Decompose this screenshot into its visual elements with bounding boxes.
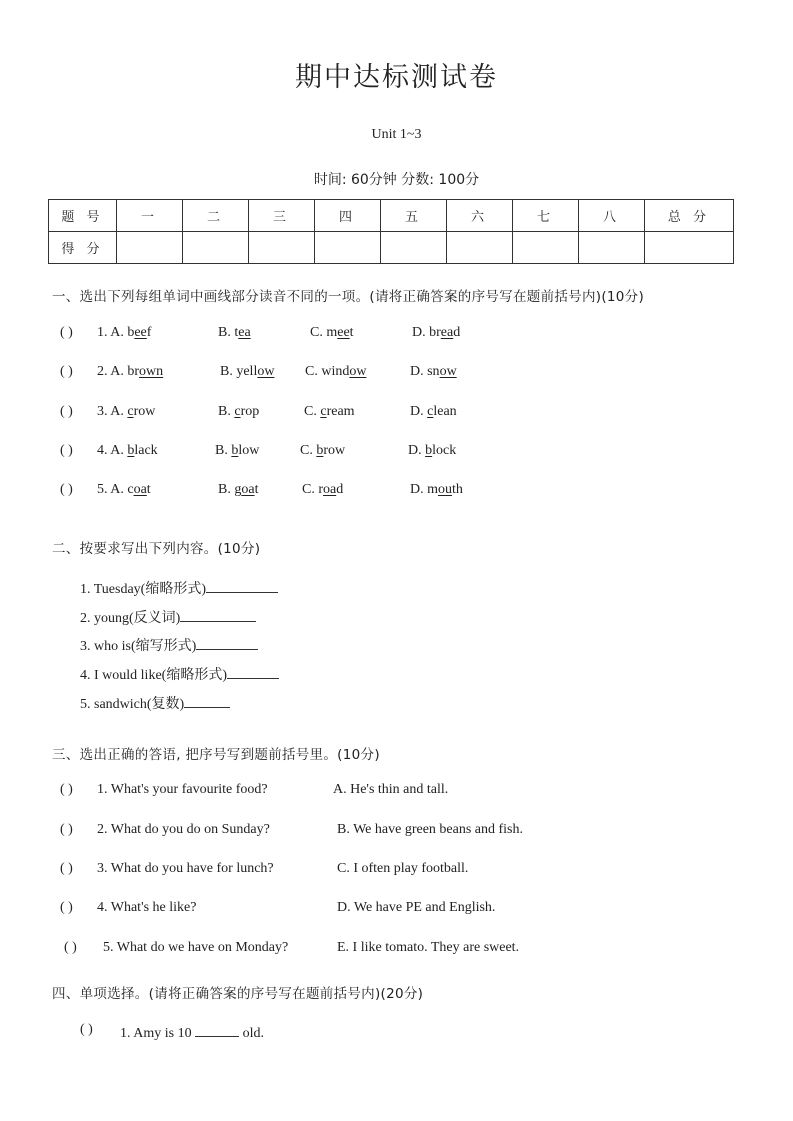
match-question-2: 2. What do you do on Sunday? — [97, 822, 270, 837]
score-col-2: 二 — [183, 200, 249, 232]
time-score-info: 时间: 60分钟 分数: 100分 — [313, 172, 480, 188]
fill-item-1: 1. Tuesday(缩略形式) — [80, 578, 278, 598]
score-col-1: 一 — [117, 200, 183, 232]
score-cell — [579, 232, 645, 264]
answer-paren: ( ) — [60, 482, 73, 497]
match-answer-e: E. I like tomato. They are sweet. — [337, 940, 520, 955]
option-b: B. tea — [218, 325, 251, 340]
section4-title: 四、单项选择。(请将正确答案的序号写在题前括号内)(20分) — [52, 986, 424, 1002]
match-question-1: 1. What's your favourite food? — [97, 782, 268, 797]
score-cell — [645, 232, 734, 264]
score-table — [48, 199, 734, 264]
option-b: B. yellow — [220, 364, 275, 379]
option-c: C. brow — [300, 443, 346, 458]
score-col-3: 三 — [249, 200, 315, 232]
question-number: 2. A. brown — [97, 364, 164, 379]
answer-blank[interactable] — [180, 607, 256, 622]
question-number: 1. A. beef — [97, 325, 152, 340]
answer-blank[interactable] — [184, 693, 230, 708]
answer-blank[interactable] — [195, 1022, 239, 1037]
match-answer-b: B. We have green beans and fish. — [337, 822, 523, 837]
score-cell — [183, 232, 249, 264]
option-c: C. road — [302, 482, 344, 497]
score-cell — [513, 232, 579, 264]
section2-title: 二、按要求写出下列内容。(10分) — [52, 541, 261, 557]
answer-blank[interactable] — [227, 664, 279, 679]
option-c: C. window — [305, 364, 367, 379]
option-d: D. bread — [412, 325, 461, 340]
section1-title: 一、选出下列每组单词中画线部分读音不同的一项。(请将正确答案的序号写在题前括号内)(10分) — [52, 289, 645, 305]
option-d: D. snow — [410, 364, 457, 379]
answer-paren: ( ) — [60, 822, 73, 837]
answer-paren: ( ) — [60, 861, 73, 876]
option-d: D. mouth — [410, 482, 463, 497]
fill-item-5: 5. sandwich(复数) — [80, 693, 230, 713]
answer-blank[interactable] — [196, 635, 258, 650]
option-d: D. block — [408, 443, 457, 458]
match-answer-c: C. I often play football. — [337, 861, 469, 876]
score-cell — [249, 232, 315, 264]
question-number: 4. A. black — [97, 443, 158, 458]
score-cell — [447, 232, 513, 264]
answer-paren: ( ) — [60, 364, 73, 379]
option-b: B. crop — [218, 404, 260, 419]
score-col-5: 五 — [381, 200, 447, 232]
answer-paren: ( ) — [60, 404, 73, 419]
answer-paren: ( ) — [60, 782, 73, 797]
match-question-4: 4. What's he like? — [97, 900, 197, 915]
match-answer-a: A. He's thin and tall. — [333, 782, 449, 797]
option-d: D. clean — [410, 404, 457, 419]
unit-subtitle: Unit 1~3 — [371, 127, 422, 142]
answer-paren: ( ) — [60, 325, 73, 340]
score-table-score-row — [49, 232, 734, 264]
choice-question-1: 1. Amy is 10 old. — [120, 1022, 264, 1042]
fill-item-4: 4. I would like(缩略形式) — [80, 664, 279, 684]
score-col-7: 七 — [513, 200, 579, 232]
question-number: 3. A. crow — [97, 404, 156, 419]
option-b: B. goat — [218, 482, 259, 497]
answer-blank[interactable] — [206, 578, 278, 593]
match-question-5: 5. What do we have on Monday? — [103, 940, 289, 955]
page-title: 期中达标测试卷 — [295, 62, 498, 93]
fill-item-2: 2. young(反义词) — [80, 607, 256, 627]
answer-paren: ( ) — [60, 443, 73, 458]
question-number: 5. A. coat — [97, 482, 151, 497]
answer-paren: ( ) — [80, 1022, 93, 1037]
score-cell — [117, 232, 183, 264]
option-c: C. meet — [310, 325, 354, 340]
score-table-header-row — [49, 200, 734, 232]
section3-title: 三、选出正确的答语, 把序号写到题前括号里。(10分) — [52, 747, 380, 763]
fill-item-3: 3. who is(缩写形式) — [80, 635, 258, 655]
score-col-4: 四 — [315, 200, 381, 232]
score-row-label: 得 分 — [49, 232, 117, 264]
option-b: B. blow — [215, 443, 260, 458]
match-question-3: 3. What do you have for lunch? — [97, 861, 274, 876]
score-col-total: 总 分 — [645, 200, 734, 232]
score-cell — [381, 232, 447, 264]
answer-paren: ( ) — [64, 940, 77, 955]
score-col-8: 八 — [579, 200, 645, 232]
match-answer-d: D. We have PE and English. — [337, 900, 496, 915]
score-header-label: 题 号 — [49, 200, 117, 232]
option-c: C. cream — [304, 404, 355, 419]
answer-paren: ( ) — [60, 900, 73, 915]
score-cell — [315, 232, 381, 264]
score-col-6: 六 — [447, 200, 513, 232]
